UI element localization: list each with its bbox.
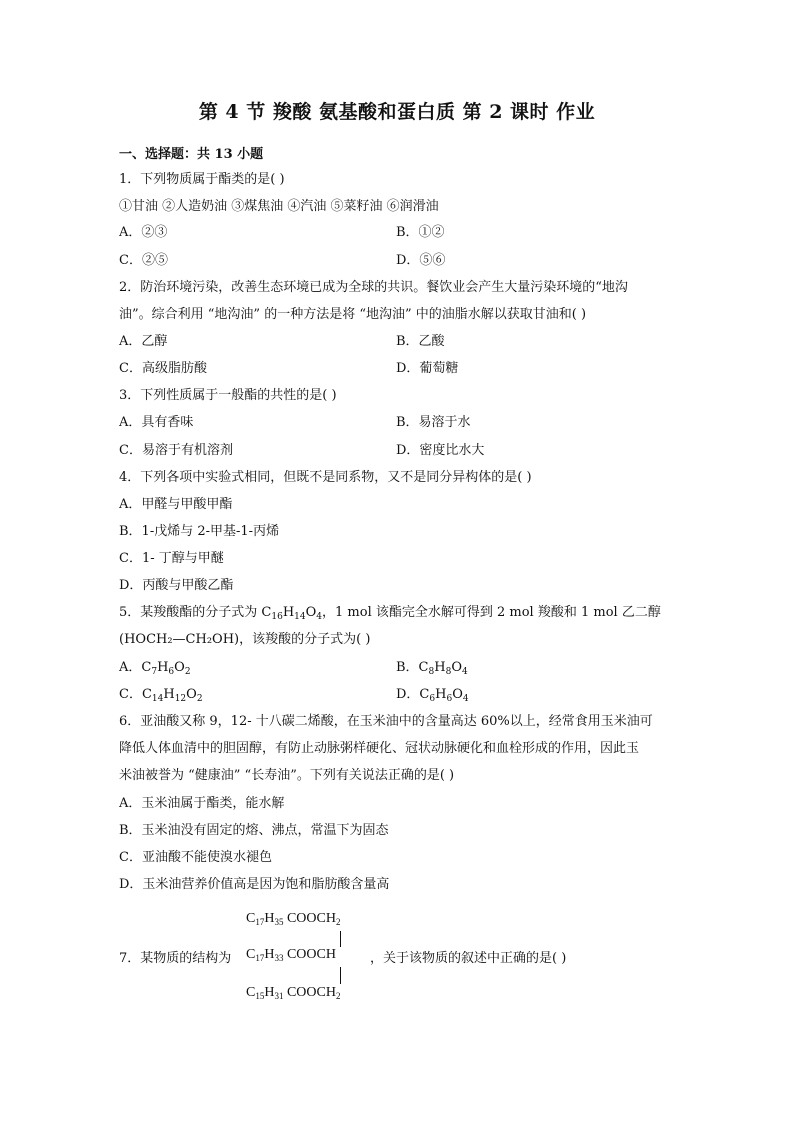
structure-bond-upper <box>340 931 341 947</box>
section-heading: 一、选择题：共 13 小题 <box>119 147 264 162</box>
q1-items: ①甘油 ②人造奶油 ③煤焦油 ④汽油 ⑤菜籽油 ⑥润滑油 <box>119 199 439 214</box>
q6-option-b: B．玉米油没有固定的熔、沸点，常温下为固态 <box>119 823 389 838</box>
q4-option-a: A．甲醛与甲酸甲酯 <box>119 497 233 512</box>
q4-option-b: B．1-戊烯与 2-甲基-1-丙烯 <box>119 524 280 539</box>
q3-option-b: B．易溶于水 <box>396 415 471 430</box>
q5-stem-line2: (HOCH₂—CH₂OH)，该羧酸的分子式为( ) <box>119 632 371 647</box>
q5-option-c: C．$C_{14}H_{12}O_2$ <box>119 687 203 704</box>
q3-option-d: D．密度比水大 <box>396 443 485 458</box>
q6-stem-line3: 米油被誉为 “健康油” “长寿油”。下列有关说法正确的是( ) <box>119 768 455 783</box>
q2-stem-line1: 2．防治环境污染，改善生态环境已成为全球的共识。餐饮业会产生大量污染环境的“地沟 <box>119 280 628 295</box>
q6-stem-line2: 降低人体血清中的胆固醇，有防止动脉粥样硬化、冠状动脉硬化和血栓形成的作用，因此玉 <box>119 741 640 756</box>
q3-stem: 3．下列性质属于一般酯的共性的是( ) <box>119 388 337 403</box>
q1-option-a: A．②③ <box>119 225 168 240</box>
q4-option-d: D．丙酸与甲酸乙酯 <box>119 578 234 593</box>
q4-option-c: C．1- 丁醇与甲醚 <box>119 551 224 566</box>
structure-row-1: $C_{17}H_{35}$ $COOCH_2$ <box>246 911 341 927</box>
q1-option-d: D．⑤⑥ <box>396 253 446 268</box>
q3-option-c: C．易溶于有机溶剂 <box>119 443 233 458</box>
q5-option-a: A．$C_7H_6O_2$ <box>119 660 191 677</box>
q6-option-c: C．亚油酸不能使溴水褪色 <box>119 850 272 865</box>
q2-option-d: D．葡萄糖 <box>396 361 459 376</box>
q4-stem: 4．下列各项中实验式相同，但既不是同系物，又不是同分异构体的是( ) <box>119 470 532 485</box>
q1-stem: 1．下列物质属于酯类的是( ) <box>119 172 285 187</box>
q3-option-a: A．具有香味 <box>119 415 194 430</box>
q7-stem-post: ，关于该物质的叙述中正确的是( ) <box>370 951 567 966</box>
q1-option-c: C．②⑤ <box>119 253 168 268</box>
q6-stem-line1: 6．亚油酸又称 9，12- 十八碳二烯酸，在玉米油中的含量高达 60%以上，经常食用玉米油可 <box>119 714 653 729</box>
q2-option-a: A．乙醇 <box>119 334 168 349</box>
q5-option-d: D．$C_6H_6O_4$ <box>396 687 469 704</box>
page-title: 第 4 节 羧酸 氨基酸和蛋白质 第 2 课时 作业 <box>198 101 596 123</box>
q6-option-a: A．玉米油属于酯类，能水解 <box>119 796 285 811</box>
structure-row-3: $C_{15}H_{31}$ $COOCH_2$ <box>246 985 341 1001</box>
structure-row-2: $C_{17}H_{33}$ COOCH <box>246 947 336 963</box>
q5-stem-line1: 5．某羧酸酯的分子式为 $C_{16}H_{14}O_4$，1 mol 该酯完全水解可得到 2 mol 羧酸和 1 mol 乙二醇 <box>119 605 661 622</box>
q5-option-b: B．$C_8H_8O_4$ <box>396 660 468 677</box>
q1-option-b: B．①② <box>396 225 445 240</box>
q2-option-b: B．乙酸 <box>396 334 445 349</box>
q2-stem-line2: 油”。综合利用 “地沟油” 的一种方法是将 “地沟油” 中的油脂水解以获取甘油和( ) <box>119 307 587 322</box>
q2-option-c: C．高级脂肪酸 <box>119 361 207 376</box>
structure-bond-lower <box>340 967 341 984</box>
q7-stem-pre: 7．某物质的结构为 <box>119 951 232 966</box>
q6-option-d: D．玉米油营养价值高是因为饱和脂肪酸含量高 <box>119 877 390 892</box>
